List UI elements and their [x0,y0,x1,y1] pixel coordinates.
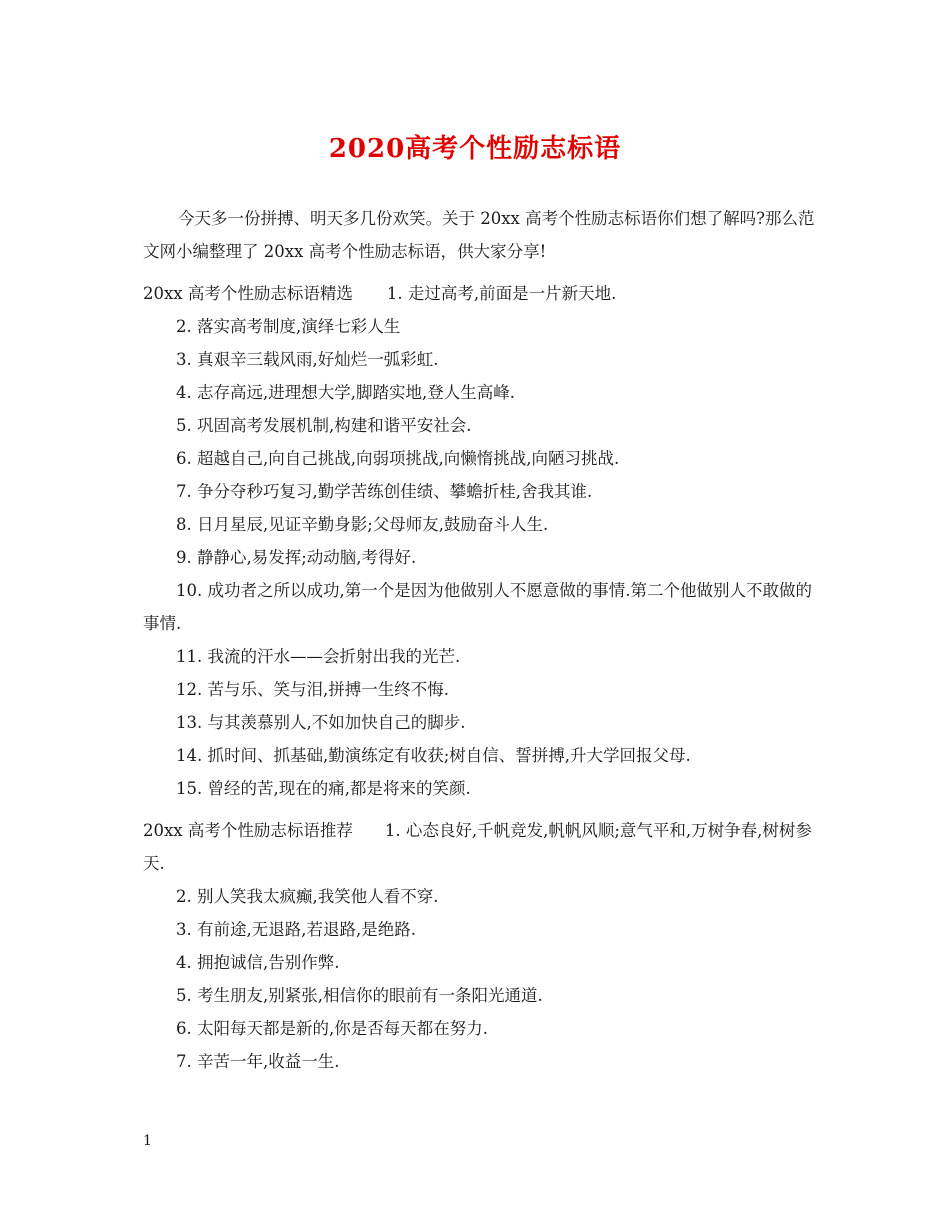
document-title: 2020高考个性励志标语 [328,134,622,164]
section1-list-item-b-1: 12. 苦与乐、笑与泪,拼搏一生终不悔. [176,680,449,699]
section2-list-item-0: 2. 别人笑我太疯癫,我笑他人看不穿. [176,887,439,906]
section2-heading: 20xx 高考个性励志标语推荐 [143,821,353,840]
section2-list-item-4: 6. 太阳每天都是新的,你是否每天都在努力. [176,1019,488,1038]
section1-list-item-1: 3. 真艰辛三载风雨,好灿烂一弧彩虹. [176,350,439,369]
section2-list-item-3: 5. 考生朋友,别紧张,相信你的眼前有一条阳光通道. [176,986,543,1005]
section2-heading-line [143,814,823,880]
intro-paragraph: 今天多一份拼搏、明天多几份欢笑。关于 20xx 高考个性励志标语你们想了解吗?那么范文网小编整理了 20xx 高考个性励志标语，供大家分享! [143,209,815,261]
section1-list-item-b-3: 14. 抓时间、抓基础,勤演练定有收获;树自信、誓拼搏,升大学回报父母. [176,746,691,765]
section1-heading: 20xx 高考个性励志标语精选 [143,284,353,303]
section1-list-item-2: 4. 志存高远,进理想大学,脚踏实地,登人生高峰. [176,383,515,402]
section2-item-1: 1. 心态良好,千帆竞发,帆帆风顺;意气平和,万树争春,树树参天. [143,821,812,873]
section1-list-item-b-0: 11. 我流的汗水——会折射出我的光芒. [176,647,461,666]
section1-list-item-0: 2. 落实高考制度,演绎七彩人生 [176,317,401,336]
section1-list-item-6: 8. 日月星辰,见证辛勤身影;父母师友,鼓励奋斗人生. [176,515,549,534]
page-number: 1 [143,1133,152,1149]
section2-list-item-5: 7. 辛苦一年,收益一生. [176,1052,340,1071]
section1-list-item-b-4: 15. 曾经的苦,现在的痛,都是将来的笑颜. [176,779,471,798]
section1-item-1: 1. 走过高考,前面是一片新天地. [386,284,617,303]
section1-list-item-b-2: 13. 与其羡慕别人,不如加快自己的脚步. [176,713,466,732]
section1-list-item-4: 6. 超越自己,向自己挑战,向弱项挑战,向懒惰挑战,向陋习挑战. [176,449,620,468]
section1-item-10: 10. 成功者之所以成功,第一个是因为他做别人不愿意做的事情.第二个他做别人不敢做的事情. [143,581,812,633]
section1-list-item-5: 7. 争分夺秒巧复习,勤学苦练创佳绩、攀蟾折桂,舍我其谁. [176,482,593,501]
section1-list-item-3: 5. 巩固高考发展机制,构建和谐平安社会. [176,416,472,435]
section2-list-item-1: 3. 有前途,无退路,若退路,是绝路. [176,920,416,939]
section2-list-item-2: 4. 拥抱诚信,告别作弊. [176,953,340,972]
section1-list-item-7: 9. 静静心,易发挥;动动脑,考得好. [176,548,417,567]
section1-heading-line [143,277,823,310]
